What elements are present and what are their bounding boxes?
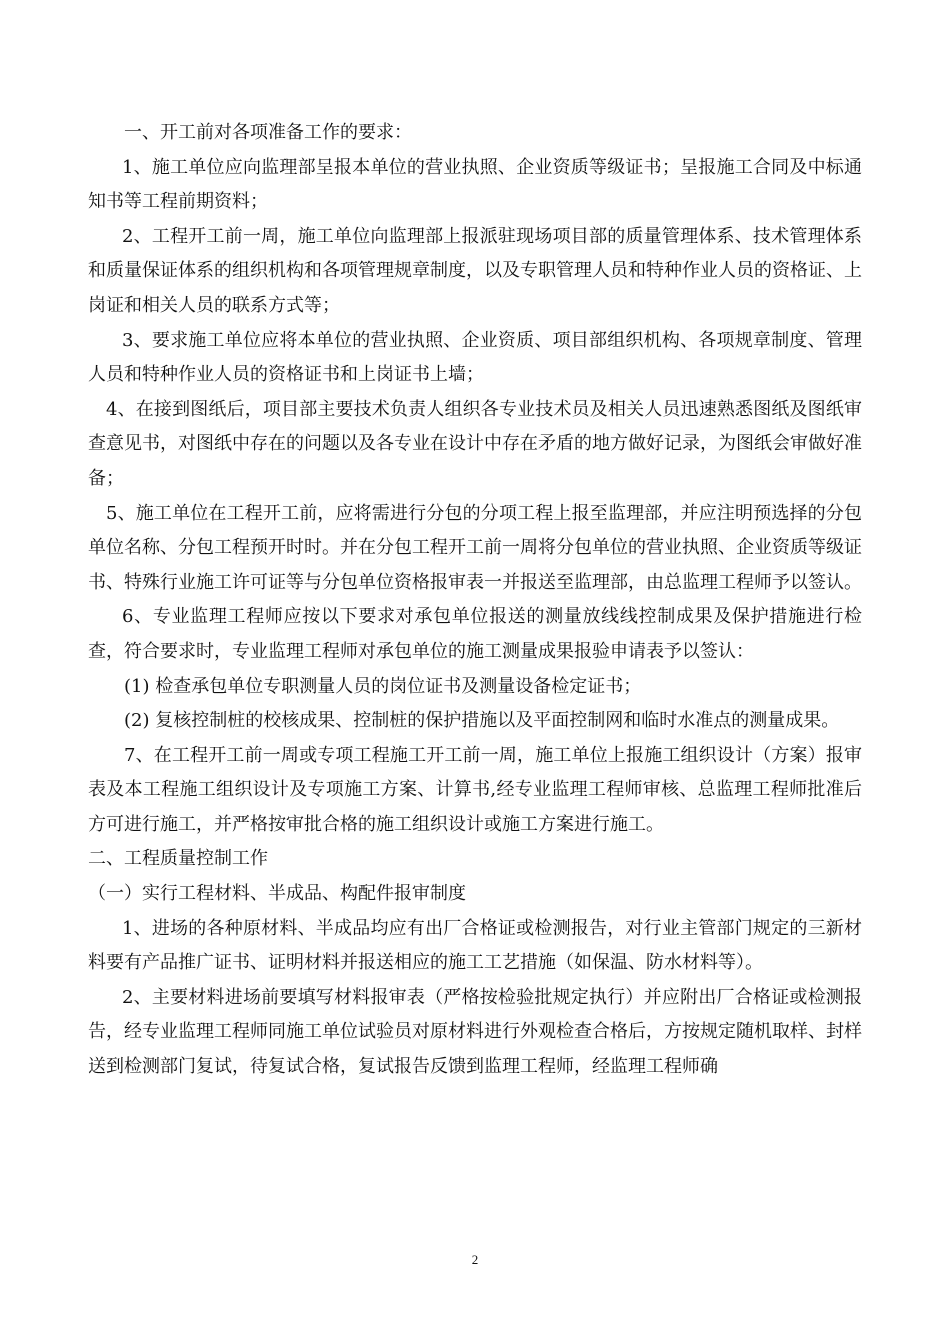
paragraph-item-6: 6、专业监理工程师应按以下要求对承包单位报送的测量放线线控制成果及保护措施进行检查，符合要求时，专业监理工程师对承包单位的施工测量成果报验申请表予以签认： [88, 606, 862, 662]
paragraph-item-9: 2、主要材料进场前要填写材料报审表（严格按检验批规定执行）并应附出厂合格证或检测报告，经专业监理工程师同施工单位试验员对原材料进行外观检查合格后，方按规定随机取样、封样送到检测部门复试，待复试合格，复试报告反馈到监理工程师，经监理工程师确 [88, 986, 862, 1078]
document-body [88, 116, 862, 1085]
paragraph-item-7: 7、在工程开工前一周或专项工程施工开工前一周，施工单位上报施工组织设计（方案）报审表及本工程施工组织设计及专项施工方案、计算书,经专业监理工程师审核、总监理工程师批准后方可进行施工，并严格按审批合格的施工组织设计或施工方案进行施工。 [88, 744, 862, 835]
paragraph-item-8: 1、进场的各种原材料、半成品均应有出厂合格证或检测报告，对行业主管部门规定的三新材料要有产品推广证书、证明材料并报送相应的施工工艺措施（如保温、防水材料等）。 [88, 917, 862, 974]
subsection-heading: （一）实行工程材料、半成品、构配件报审制度 [88, 883, 466, 905]
paragraph-item-3: 3、要求施工单位应将本单位的营业执照、企业资质、项目部组织机构、各项规章制度、管理人员和特种作业人员的资格证书和上岗证书上墙； [88, 329, 862, 386]
page-number: 2 [471, 1252, 479, 1267]
paragraph-item-4: 4、在接到图纸后，项目部主要技术负责人组织各专业技术员及相关人员迅速熟悉图纸及图纸审查意见书，对图纸中存在的问题以及各专业在设计中存在矛盾的地方做好记录，为图纸会审做好准备； [88, 398, 862, 489]
paragraph-item-5: 5、施工单位在工程开工前，应将需进行分包的分项工程上报至监理部，并应注明预选择的分包单位名称、分包工程预开时时。并在分包工程开工前一周将分包单位的营业执照、企业资质等级证书、特殊行业施工许可证等与分包单位资格报审表一并报送至监理部，由总监理工程师予以签认。 [88, 502, 862, 593]
sub-item-1: (1) 检查承包单位专职测量人员的岗位证书及测量设备检定证书； [124, 675, 642, 697]
paragraph-item-1: 1、施工单位应向监理部呈报本单位的营业执照、企业资质等级证书；呈报施工合同及中标通知书等工程前期资料； [88, 156, 862, 213]
paragraph-item-2: 2、工程开工前一周，施工单位向监理部上报派驻现场项目部的质量管理体系、技术管理体系和质量保证体系的组织机构和各项管理规章制度，以及专职管理人员和特种作业人员的资格证、上岗证和相关人员的联系方式等； [88, 225, 862, 316]
sub-item-2: (2) 复核控制桩的校核成果、控制桩的保护措施以及平面控制网和临时水准点的测量成果。 [124, 710, 840, 732]
section-heading-1: 一、开工前对各项准备工作的要求： [124, 122, 412, 143]
section-heading-2: 二、工程质量控制工作 [88, 848, 268, 870]
